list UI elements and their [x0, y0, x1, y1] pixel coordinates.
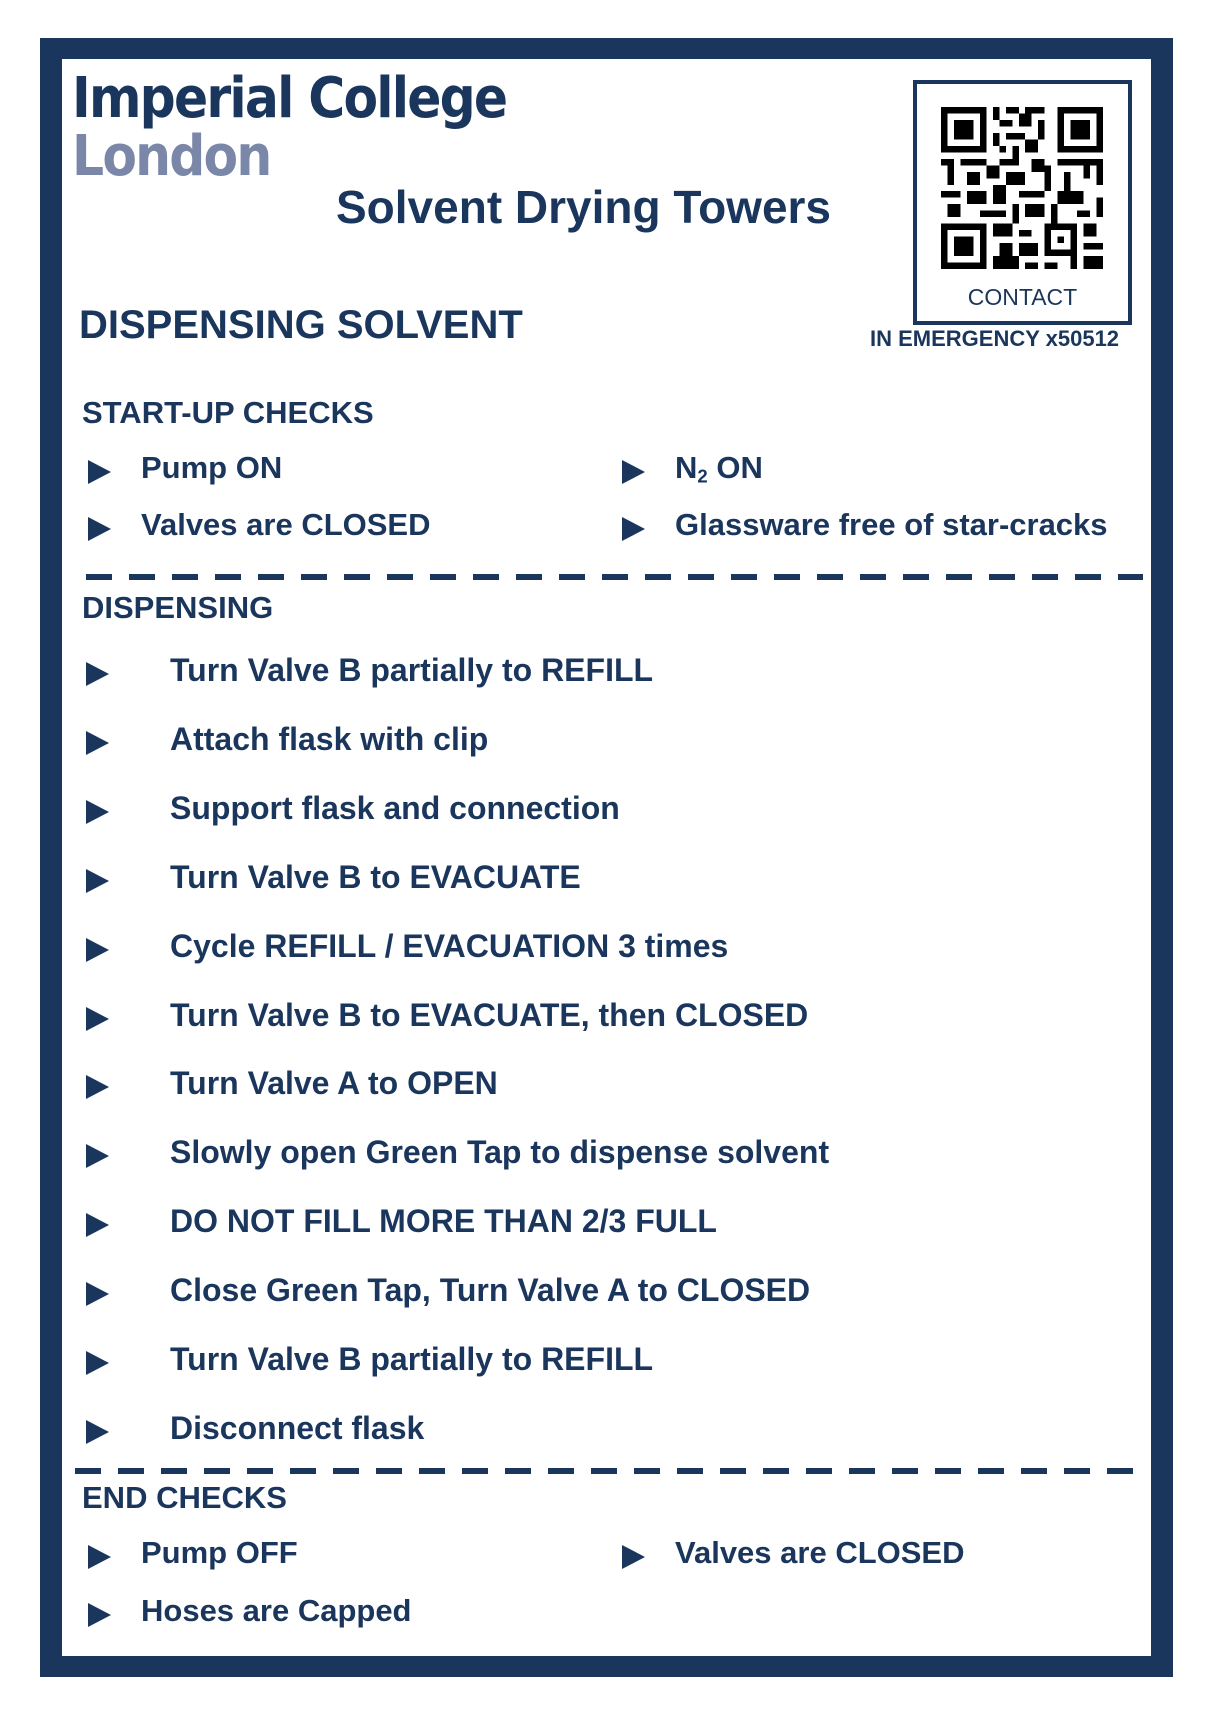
bullet-icon [622, 517, 645, 541]
dispensing-step: Attach flask with clip [170, 721, 489, 757]
dispensing-step: Cycle REFILL / EVACUATION 3 times [170, 928, 729, 964]
bullet-icon [86, 869, 109, 893]
dispensing-step: Turn Valve A to OPEN [170, 1065, 498, 1101]
section-divider [75, 1468, 1135, 1474]
dispensing-step: Turn Valve B to EVACUATE, then CLOSED [170, 997, 809, 1033]
n2-subscript: 2 [697, 465, 708, 487]
startup-heading: START-UP CHECKS [82, 395, 374, 430]
contact-qr-box[interactable] [913, 80, 1132, 325]
end-item: Valves are CLOSED [675, 1535, 965, 1570]
end-item: Hoses are Capped [141, 1593, 412, 1628]
dispensing-step: DO NOT FILL MORE THAN 2/3 FULL [170, 1203, 717, 1239]
dispensing-step: Turn Valve B partially to REFILL [170, 652, 654, 688]
dispensing-step: Slowly open Green Tap to dispense solvent [170, 1134, 830, 1170]
bullet-icon [622, 1545, 645, 1569]
bullet-icon [622, 460, 645, 484]
dispensing-step: Turn Valve B to EVACUATE [170, 859, 581, 895]
end-heading: END CHECKS [82, 1480, 287, 1515]
bullet-icon [88, 460, 111, 484]
bullet-icon [88, 517, 111, 541]
bullet-icon [86, 731, 109, 755]
bullet-icon [86, 1144, 109, 1168]
logo-line-2: London [72, 124, 271, 189]
dispensing-step: Turn Valve B partially to REFILL [170, 1341, 654, 1377]
logo-line-1: Imperial College [72, 66, 507, 131]
contact-label: CONTACT [967, 284, 1078, 310]
section-divider [86, 574, 1143, 580]
startup-item: Pump ON [141, 450, 283, 485]
main-heading: DISPENSING SOLVENT [79, 303, 523, 347]
dispensing-step: Disconnect flask [170, 1410, 425, 1446]
n2-state: ON [707, 450, 763, 485]
bullet-icon [88, 1603, 111, 1627]
emergency-number: IN EMERGENCY x50512 [870, 326, 1120, 351]
bullet-icon [86, 1420, 109, 1444]
n2-symbol: N [675, 450, 698, 485]
bullet-icon [86, 938, 109, 962]
bullet-icon [86, 662, 109, 686]
startup-item-n2 [675, 450, 763, 488]
dispensing-heading: DISPENSING [82, 590, 274, 625]
end-item: Pump OFF [141, 1535, 298, 1570]
dispensing-step: Close Green Tap, Turn Valve A to CLOSED [170, 1272, 811, 1308]
bullet-icon [86, 1282, 109, 1306]
bullet-icon [86, 1213, 109, 1237]
dispensing-step: Support flask and connection [170, 790, 620, 826]
bullet-icon [88, 1545, 111, 1569]
page-title: Solvent Drying Towers [336, 181, 832, 233]
bullet-icon [86, 800, 109, 824]
startup-item: Glassware free of star-cracks [675, 507, 1108, 542]
qr-code-icon[interactable] [941, 107, 1103, 269]
bullet-icon [86, 1075, 109, 1099]
bullet-icon [86, 1351, 109, 1375]
bullet-icon [86, 1007, 109, 1031]
startup-item: Valves are CLOSED [141, 507, 431, 542]
